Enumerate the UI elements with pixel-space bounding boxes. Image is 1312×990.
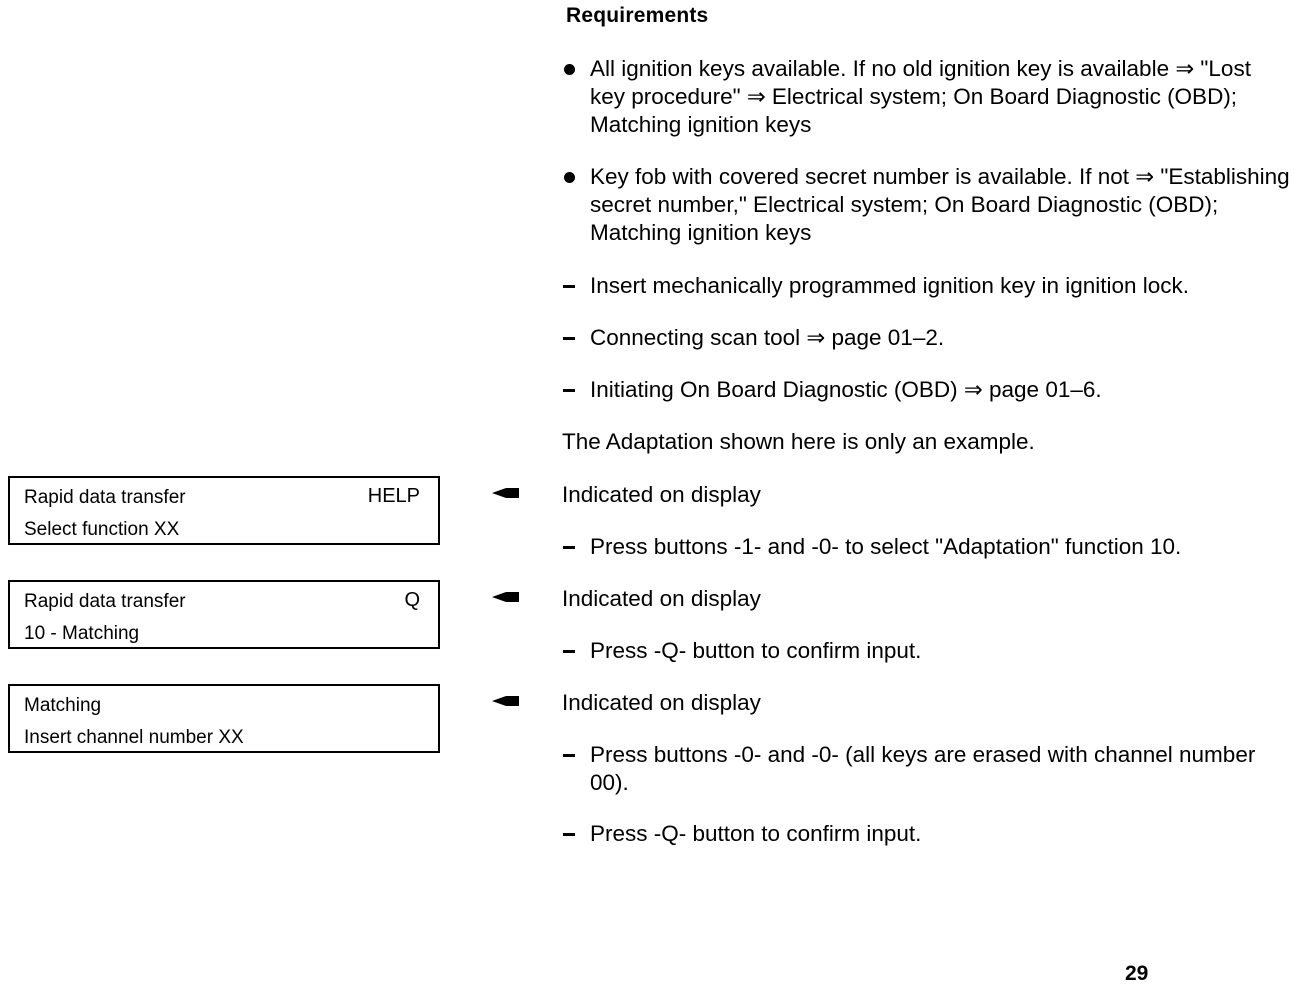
hand-pointer-icon	[492, 694, 520, 708]
page-number: 29	[1125, 962, 1149, 985]
indicated-label: Indicated on display	[562, 586, 761, 611]
requirement-text: Insert mechanically programmed ignition key in ignition lock.	[590, 273, 1190, 298]
display-line-2: Select function XX	[24, 519, 180, 540]
requirement-text: Connecting scan tool ⇒ page 01–2.	[590, 325, 945, 350]
dash-icon	[563, 754, 575, 757]
bullet-icon	[564, 172, 575, 183]
display-line-2: 10 - Matching	[24, 623, 140, 644]
hand-pointer-icon	[492, 486, 520, 500]
step-action-text: Press buttons -1- and -0- to select "Adaptation" function 10.	[590, 534, 1182, 559]
dash-icon	[563, 285, 575, 288]
requirement-item	[562, 55, 1290, 139]
step-action	[562, 533, 1290, 561]
step-action	[562, 637, 1290, 665]
requirement-text: Key fob with covered secret number is available. If not ⇒ "Establishing secret number," Electrical system; On Board Diagnostic (OBD); Matching ignition keys	[590, 164, 1290, 245]
bullet-icon	[564, 64, 575, 75]
dash-icon	[563, 650, 575, 653]
step-action	[562, 820, 1290, 848]
requirement-item	[562, 376, 1290, 404]
requirement-text: All ignition keys available. If no old ignition key is available ⇒ "Lost key procedure" ⇒ Electrical system; On Board Diagnostic (OBD); Matching ignition keys	[590, 56, 1251, 137]
tester-display	[8, 580, 440, 649]
step-action	[562, 741, 1290, 797]
hand-pointer-icon	[492, 590, 520, 604]
requirement-item	[562, 163, 1290, 247]
display-line-1: Matching	[24, 695, 102, 716]
tester-display	[8, 476, 440, 545]
section-heading: Requirements	[566, 4, 709, 27]
dash-icon	[563, 833, 575, 836]
indicated-label: Indicated on display	[562, 482, 761, 507]
display-line-1-right: HELP	[367, 485, 420, 507]
dash-icon	[563, 337, 575, 340]
display-line-1: Rapid data transfer	[24, 487, 186, 508]
display-line-2: Insert channel number XX	[24, 727, 244, 748]
tester-display	[8, 684, 440, 753]
step-action-text: Press buttons -0- and -0- (all keys are erased with channel number 00).	[590, 742, 1256, 795]
requirement-text: Initiating On Board Diagnostic (OBD) ⇒ page 01–6.	[590, 377, 1102, 402]
requirement-item	[562, 272, 1290, 300]
display-line-1: Rapid data transfer	[24, 591, 186, 612]
step-action-text: Press -Q- button to confirm input.	[590, 638, 922, 663]
display-line-1-right: Q	[404, 589, 420, 611]
step-action-text: Press -Q- button to confirm input.	[590, 821, 922, 846]
example-note: The Adaptation shown here is only an example.	[562, 429, 1035, 454]
dash-icon	[563, 389, 575, 392]
indicated-label: Indicated on display	[562, 690, 761, 715]
requirement-item	[562, 324, 1290, 352]
dash-icon	[563, 546, 575, 549]
